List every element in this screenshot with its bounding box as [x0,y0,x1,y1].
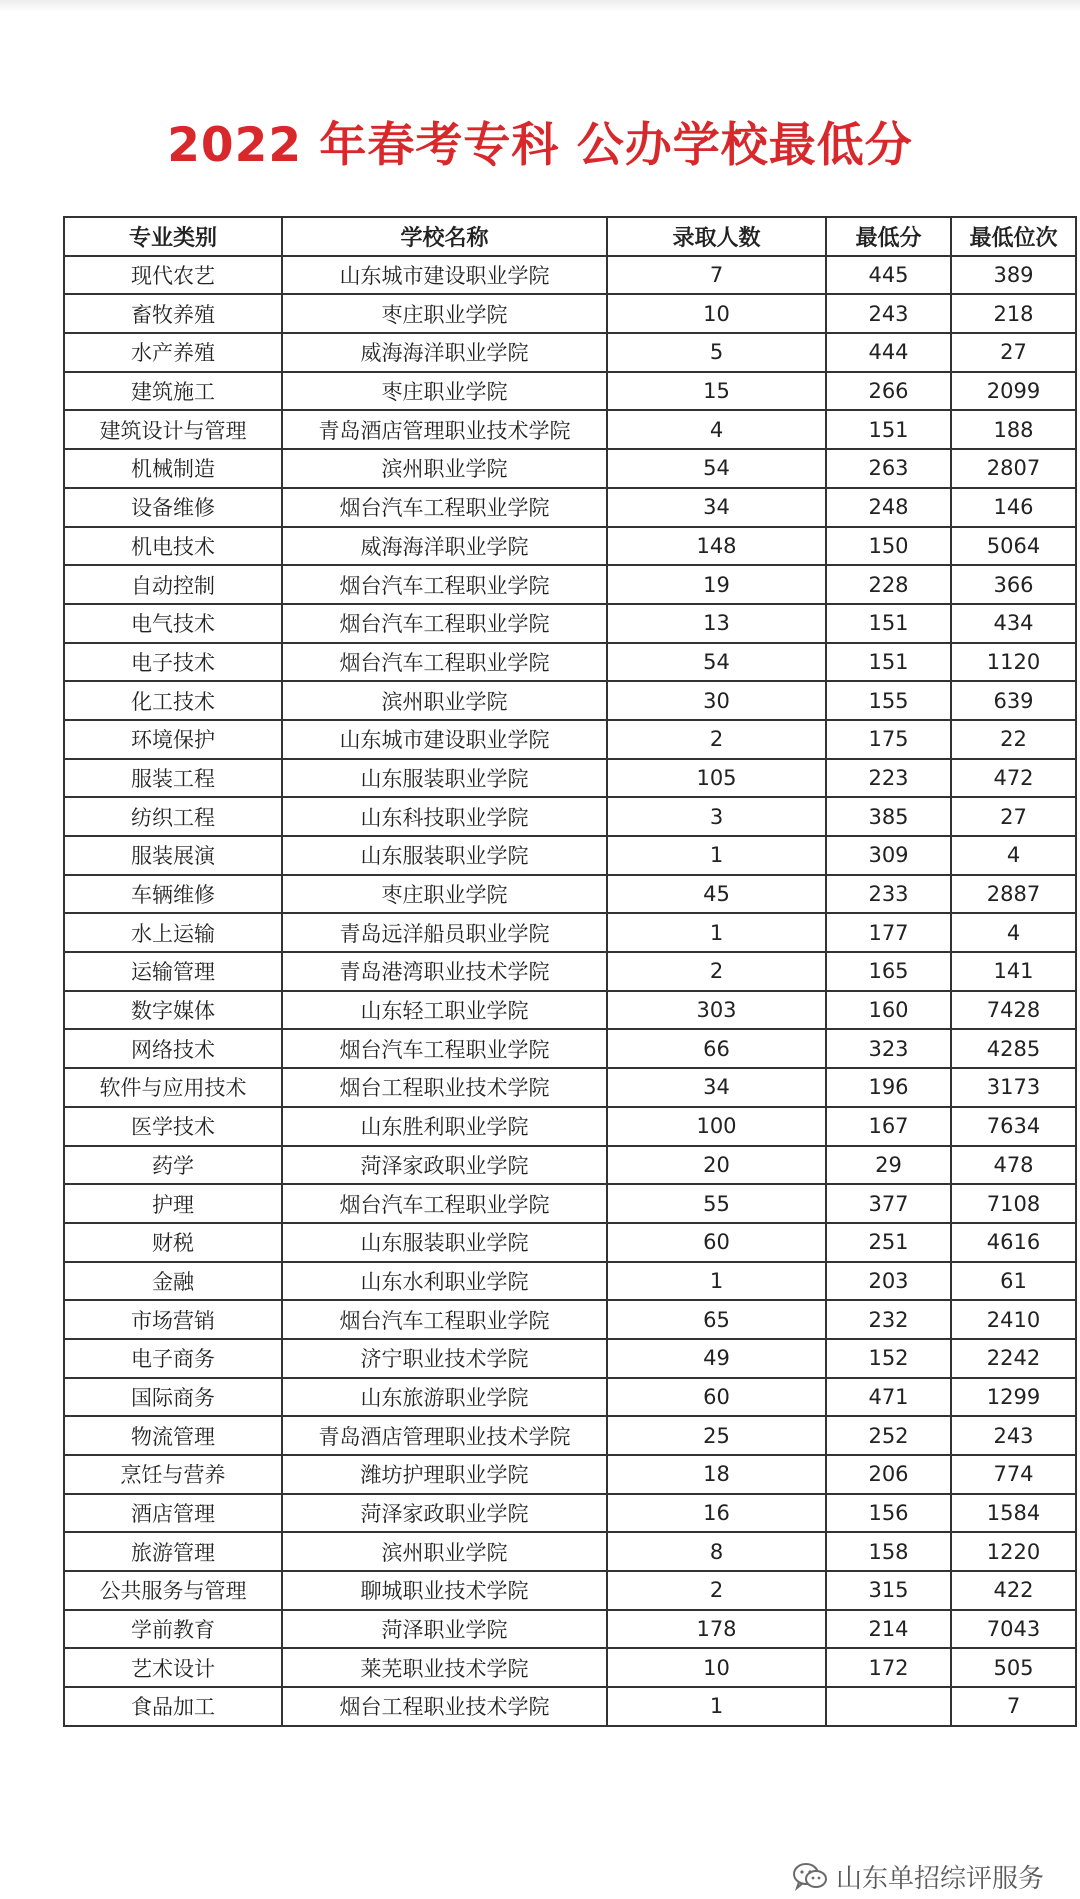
major-category-cell: 市场营销 [64,1300,282,1339]
major-category-cell: 环境保护 [64,720,282,759]
table-row [64,759,1076,798]
school-name-cell: 山东城市建设职业学院 [282,256,607,295]
major-category-cell: 服装展演 [64,836,282,875]
major-category-cell: 酒店管理 [64,1494,282,1533]
major-category-cell: 国际商务 [64,1378,282,1417]
table-row [64,1378,1076,1417]
min-score-cell: 266 [826,372,951,411]
admitted-count-cell: 60 [607,1378,826,1417]
min-score-cell: 323 [826,1029,951,1068]
table-row [64,875,1076,914]
table-row [64,527,1076,566]
admitted-count-cell: 60 [607,1223,826,1262]
min-rank-cell: 4285 [951,1029,1076,1068]
table-row [64,1184,1076,1223]
table-body [64,256,1076,1726]
admitted-count-cell: 2 [607,720,826,759]
min-score-cell [826,1687,951,1726]
table-row [64,1107,1076,1146]
major-category-cell: 旅游管理 [64,1532,282,1571]
table-row [64,991,1076,1030]
min-rank-cell: 7428 [951,991,1076,1030]
min-score-cell: 196 [826,1068,951,1107]
watermark-text: 山东单招综评服务 [835,1864,1044,1894]
school-name-cell: 威海海洋职业学院 [282,527,607,566]
min-score-cell: 165 [826,952,951,991]
table-row [64,836,1076,875]
min-rank-cell: 141 [951,952,1076,991]
admitted-count-cell: 65 [607,1300,826,1339]
admitted-count-cell: 4 [607,410,826,449]
admitted-count-cell: 1 [607,913,826,952]
school-name-cell: 山东水利职业学院 [282,1262,607,1301]
table-row [64,720,1076,759]
table-row [64,565,1076,604]
major-category-cell: 网络技术 [64,1029,282,1068]
school-name-cell: 山东轻工职业学院 [282,991,607,1030]
min-rank-cell: 61 [951,1262,1076,1301]
table-row [64,604,1076,643]
admitted-count-cell: 1 [607,836,826,875]
column-header: 最低分 [826,217,951,256]
major-category-cell: 化工技术 [64,681,282,720]
min-rank-cell: 2807 [951,449,1076,488]
column-header: 最低位次 [951,217,1076,256]
school-name-cell: 潍坊护理职业学院 [282,1455,607,1494]
min-rank-cell: 27 [951,333,1076,372]
table-row [64,1494,1076,1533]
table-row [64,913,1076,952]
school-name-cell: 莱芜职业技术学院 [282,1648,607,1687]
table-row [64,1687,1076,1726]
min-score-cell: 160 [826,991,951,1030]
min-score-cell: 214 [826,1610,951,1649]
min-score-cell: 156 [826,1494,951,1533]
table-row [64,488,1076,527]
admitted-count-cell: 100 [607,1107,826,1146]
major-category-cell: 运输管理 [64,952,282,991]
min-rank-cell: 4616 [951,1223,1076,1262]
min-rank-cell: 146 [951,488,1076,527]
school-name-cell: 青岛港湾职业技术学院 [282,952,607,991]
school-name-cell: 滨州职业学院 [282,449,607,488]
table-row [64,449,1076,488]
major-category-cell: 物流管理 [64,1416,282,1455]
major-category-cell: 设备维修 [64,488,282,527]
min-score-cell: 232 [826,1300,951,1339]
major-category-cell: 数字媒体 [64,991,282,1030]
min-score-cell: 172 [826,1648,951,1687]
min-rank-cell: 1120 [951,643,1076,682]
table-row [64,1029,1076,1068]
min-rank-cell: 2242 [951,1339,1076,1378]
school-name-cell: 山东城市建设职业学院 [282,720,607,759]
admitted-count-cell: 20 [607,1146,826,1185]
major-category-cell: 食品加工 [64,1687,282,1726]
major-category-cell: 建筑设计与管理 [64,410,282,449]
school-name-cell: 烟台汽车工程职业学院 [282,1300,607,1339]
min-score-cell: 471 [826,1378,951,1417]
min-rank-cell: 4 [951,836,1076,875]
admitted-count-cell: 15 [607,372,826,411]
admitted-count-cell: 16 [607,1494,826,1533]
min-rank-cell: 22 [951,720,1076,759]
table-row [64,797,1076,836]
admitted-count-cell: 7 [607,256,826,295]
admitted-count-cell: 34 [607,1068,826,1107]
min-score-cell: 445 [826,256,951,295]
major-category-cell: 护理 [64,1184,282,1223]
school-name-cell: 烟台汽车工程职业学院 [282,1029,607,1068]
school-name-cell: 山东服装职业学院 [282,836,607,875]
min-rank-cell: 505 [951,1648,1076,1687]
min-rank-cell: 7 [951,1687,1076,1726]
admitted-count-cell: 49 [607,1339,826,1378]
major-category-cell: 财税 [64,1223,282,1262]
min-score-cell: 151 [826,604,951,643]
major-category-cell: 水上运输 [64,913,282,952]
admitted-count-cell: 34 [607,488,826,527]
school-name-cell: 烟台汽车工程职业学院 [282,565,607,604]
admitted-count-cell: 10 [607,294,826,333]
table-row [64,952,1076,991]
school-name-cell: 山东科技职业学院 [282,797,607,836]
min-rank-cell: 2099 [951,372,1076,411]
watermark [792,1858,1044,1895]
major-category-cell: 学前教育 [64,1610,282,1649]
major-category-cell: 烹饪与营养 [64,1455,282,1494]
school-name-cell: 威海海洋职业学院 [282,333,607,372]
min-rank-cell: 389 [951,256,1076,295]
table-row [64,333,1076,372]
min-rank-cell: 478 [951,1146,1076,1185]
school-name-cell: 烟台汽车工程职业学院 [282,488,607,527]
admitted-count-cell: 1 [607,1687,826,1726]
school-name-cell: 烟台汽车工程职业学院 [282,1184,607,1223]
table-row [64,1610,1076,1649]
column-header: 录取人数 [607,217,826,256]
min-rank-cell: 422 [951,1571,1076,1610]
school-name-cell: 山东服装职业学院 [282,1223,607,1262]
wechat-icon [792,1862,828,1892]
table-header-row [64,217,1076,256]
table-row [64,643,1076,682]
min-score-cell: 233 [826,875,951,914]
min-score-cell: 252 [826,1416,951,1455]
major-category-cell: 医学技术 [64,1107,282,1146]
min-score-cell: 263 [826,449,951,488]
table-row [64,1571,1076,1610]
column-header: 专业类别 [64,217,282,256]
table-row [64,1146,1076,1185]
table-row [64,1532,1076,1571]
school-name-cell: 青岛酒店管理职业技术学院 [282,410,607,449]
school-name-cell: 菏泽职业学院 [282,1610,607,1649]
admitted-count-cell: 10 [607,1648,826,1687]
min-rank-cell: 7043 [951,1610,1076,1649]
min-score-cell: 251 [826,1223,951,1262]
school-name-cell: 烟台工程职业技术学院 [282,1068,607,1107]
admitted-count-cell: 30 [607,681,826,720]
admitted-count-cell: 1 [607,1262,826,1301]
table-row [64,294,1076,333]
min-rank-cell: 639 [951,681,1076,720]
major-category-cell: 水产养殖 [64,333,282,372]
school-name-cell: 烟台工程职业技术学院 [282,1687,607,1726]
major-category-cell: 电子技术 [64,643,282,682]
min-rank-cell: 434 [951,604,1076,643]
min-rank-cell: 3173 [951,1068,1076,1107]
school-name-cell: 山东胜利职业学院 [282,1107,607,1146]
admitted-count-cell: 45 [607,875,826,914]
min-rank-cell: 188 [951,410,1076,449]
school-name-cell: 枣庄职业学院 [282,372,607,411]
min-score-cell: 175 [826,720,951,759]
table-row [64,681,1076,720]
min-rank-cell: 7108 [951,1184,1076,1223]
admitted-count-cell: 105 [607,759,826,798]
major-category-cell: 公共服务与管理 [64,1571,282,1610]
min-score-cell: 206 [826,1455,951,1494]
major-category-cell: 自动控制 [64,565,282,604]
major-category-cell: 艺术设计 [64,1648,282,1687]
min-rank-cell: 2410 [951,1300,1076,1339]
school-name-cell: 青岛远洋船员职业学院 [282,913,607,952]
school-name-cell: 枣庄职业学院 [282,294,607,333]
admitted-count-cell: 8 [607,1532,826,1571]
major-category-cell: 电子商务 [64,1339,282,1378]
min-rank-cell: 218 [951,294,1076,333]
min-score-cell: 151 [826,410,951,449]
school-name-cell: 济宁职业技术学院 [282,1339,607,1378]
school-name-cell: 滨州职业学院 [282,681,607,720]
table-row [64,372,1076,411]
min-score-cell: 444 [826,333,951,372]
major-category-cell: 药学 [64,1146,282,1185]
major-category-cell: 机电技术 [64,527,282,566]
min-rank-cell: 4 [951,913,1076,952]
min-score-cell: 155 [826,681,951,720]
major-category-cell: 服装工程 [64,759,282,798]
min-score-cell: 243 [826,294,951,333]
table-row [64,1300,1076,1339]
admitted-count-cell: 54 [607,643,826,682]
school-name-cell: 烟台汽车工程职业学院 [282,604,607,643]
min-rank-cell: 5064 [951,527,1076,566]
major-category-cell: 建筑施工 [64,372,282,411]
admitted-count-cell: 19 [607,565,826,604]
table-row [64,1068,1076,1107]
table-row [64,1455,1076,1494]
table-row [64,1416,1076,1455]
admitted-count-cell: 18 [607,1455,826,1494]
major-category-cell: 机械制造 [64,449,282,488]
min-score-cell: 151 [826,643,951,682]
table-row [64,1223,1076,1262]
table-row [64,1262,1076,1301]
table-row [64,410,1076,449]
major-category-cell: 畜牧养殖 [64,294,282,333]
min-score-cell: 152 [826,1339,951,1378]
table-row [64,256,1076,295]
admitted-count-cell: 25 [607,1416,826,1455]
min-rank-cell: 1299 [951,1378,1076,1417]
top-band [0,0,1080,12]
admitted-count-cell: 2 [607,1571,826,1610]
school-name-cell: 菏泽家政职业学院 [282,1146,607,1185]
column-header: 学校名称 [282,217,607,256]
admitted-count-cell: 66 [607,1029,826,1068]
table-row [64,1648,1076,1687]
page-title: 2022 年春考专科 公办学校最低分 [167,118,913,173]
school-name-cell: 青岛酒店管理职业技术学院 [282,1416,607,1455]
min-score-cell: 228 [826,565,951,604]
min-score-cell: 177 [826,913,951,952]
school-name-cell: 枣庄职业学院 [282,875,607,914]
school-name-cell: 山东服装职业学院 [282,759,607,798]
admitted-count-cell: 55 [607,1184,826,1223]
min-score-cell: 377 [826,1184,951,1223]
min-rank-cell: 243 [951,1416,1076,1455]
min-score-cell: 150 [826,527,951,566]
min-score-cell: 309 [826,836,951,875]
admitted-count-cell: 5 [607,333,826,372]
score-table [63,216,1077,1727]
admitted-count-cell: 148 [607,527,826,566]
min-rank-cell: 27 [951,797,1076,836]
min-score-cell: 248 [826,488,951,527]
admitted-count-cell: 178 [607,1610,826,1649]
admitted-count-cell: 303 [607,991,826,1030]
min-rank-cell: 1220 [951,1532,1076,1571]
admitted-count-cell: 54 [607,449,826,488]
min-score-cell: 203 [826,1262,951,1301]
min-score-cell: 158 [826,1532,951,1571]
major-category-cell: 电气技术 [64,604,282,643]
min-score-cell: 29 [826,1146,951,1185]
major-category-cell: 车辆维修 [64,875,282,914]
min-rank-cell: 2887 [951,875,1076,914]
school-name-cell: 菏泽家政职业学院 [282,1494,607,1533]
school-name-cell: 山东旅游职业学院 [282,1378,607,1417]
table-row [64,1339,1076,1378]
admitted-count-cell: 13 [607,604,826,643]
admitted-count-cell: 3 [607,797,826,836]
major-category-cell: 现代农艺 [64,256,282,295]
min-rank-cell: 1584 [951,1494,1076,1533]
min-rank-cell: 774 [951,1455,1076,1494]
min-score-cell: 315 [826,1571,951,1610]
min-rank-cell: 366 [951,565,1076,604]
major-category-cell: 软件与应用技术 [64,1068,282,1107]
min-score-cell: 223 [826,759,951,798]
min-score-cell: 167 [826,1107,951,1146]
school-name-cell: 滨州职业学院 [282,1532,607,1571]
admitted-count-cell: 2 [607,952,826,991]
major-category-cell: 纺织工程 [64,797,282,836]
min-rank-cell: 7634 [951,1107,1076,1146]
major-category-cell: 金融 [64,1262,282,1301]
school-name-cell: 烟台汽车工程职业学院 [282,643,607,682]
school-name-cell: 聊城职业技术学院 [282,1571,607,1610]
min-rank-cell: 472 [951,759,1076,798]
min-score-cell: 385 [826,797,951,836]
